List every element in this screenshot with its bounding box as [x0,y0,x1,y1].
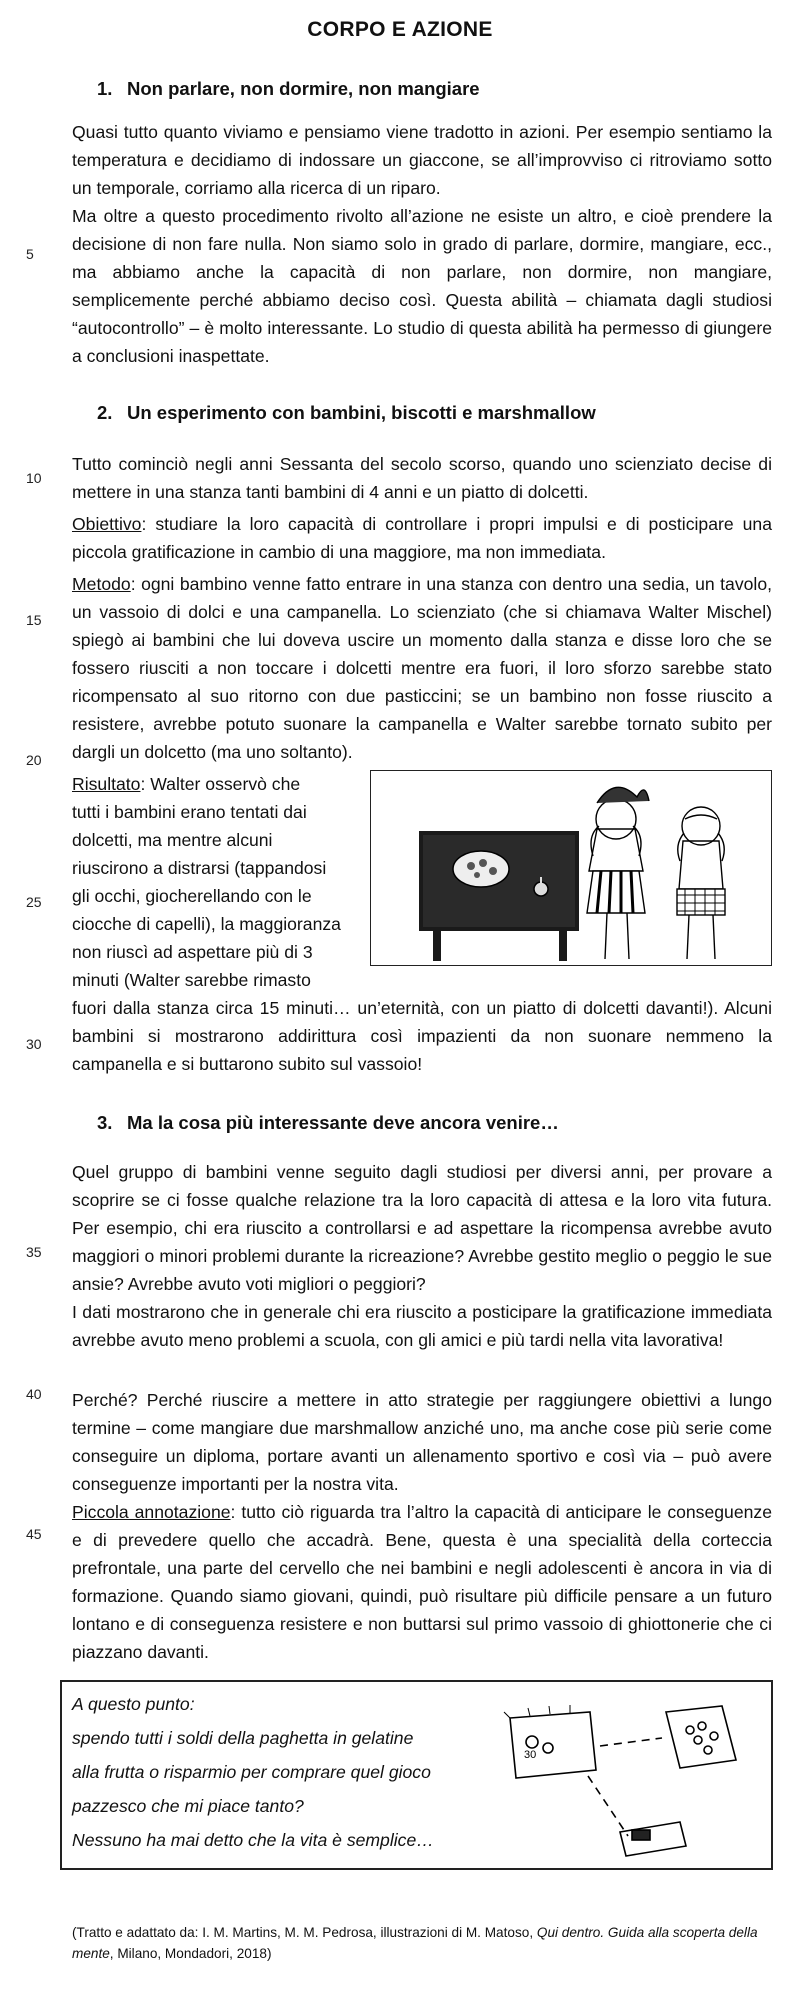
line-number: 15 [26,612,42,628]
result-line: : Walter osservò che [140,774,301,794]
section-2-result [72,770,357,994]
line-number: 40 [26,1386,42,1402]
line-number: 35 [26,1244,42,1260]
section-number: 3. [97,1112,113,1133]
section-title: Ma la cosa più interessante deve ancora venire… [127,1112,559,1133]
citation-text: (Tratto e adattato da: I. M. Martins, M. M. Pedrosa, illustrazioni di M. Matoso, [72,1925,537,1940]
result-line: gli occhi, giocherellando con le [72,886,312,906]
box-line: Nessuno ha mai detto che la vita è semplice… [72,1830,434,1850]
section-number: 2. [97,402,113,423]
result-line: riuscirono a distrarsi (tappandosi [72,858,327,878]
box-line: alla frutta o risparmio per comprare quel gioco [72,1762,431,1782]
section-2-method [72,570,772,766]
line-number: 30 [26,1036,42,1052]
wallet-choice-illustration [470,1690,760,1860]
method-text: : ogni bambino venne fatto entrare in una stanza con dentro una sedia, un tavolo, un vassoio di dolci e una campanella. Lo scienziato (che si chiamava Walter Mischel) spiegò ai bambini che lui doveva uscire un momento dalla stanza e disse loro che se fossero riusciti a non toccare i dolcetti mentre era fuori, il loro sforzo sarebbe stato ricompensato al suo ritorno con due pasticcini; se un bambino non fosse riuscito a resistere, avrebbe potuto suonare la campanella e Walter sarebbe tornato subito per dargli un dolcetto (ma uno soltanto). [72,574,772,762]
result-label: Risultato [72,774,141,794]
section-2-result-continued: fuori dalla stanza circa 15 minuti… un’eternità, con un piatto di dolcetti davanti!). Alcuni bambini si mostrarono addirittura così impazienti da non suonare nemmeno la campanella e si buttarono subito sul vassoio! [72,998,772,1074]
section-2-intro: Tutto cominciò negli anni Sessanta del secolo scorso, quando uno scienziato decise di mettere in una stanza tanti bambini di 4 anni e un piatto di dolcetti. [72,454,772,502]
section-1-paragraph-1: Quasi tutto quanto viviamo e pensiamo viene tradotto in azioni. Per esempio sentiamo la temperatura e decidiamo di indossare un giaccone, se all’improvviso ci ritroviamo sotto un temporale, corriamo alla ricerca di un riparo. [72,122,772,198]
svg-text:30: 30 [524,1749,537,1761]
section-title: Un esperimento con bambini, biscotti e marshmallow [127,402,596,423]
section-1-heading [97,78,480,100]
result-line: non riuscì ad aspettare più di 3 [72,942,313,962]
section-3-paragraph-3: Perché? Perché riuscire a mettere in atto strategie per raggiungere obiettivi a lungo termine – come mangiare due marshmallow anziché uno, ma anche cose più serie come conseguire un diploma, portare avanti un allenamento sportivo e così via – può avere conseguenze importanti per la nostra vita. [72,1390,772,1494]
line-number: 45 [26,1526,42,1542]
result-line: ciocche di capelli), la maggioranza [72,914,341,934]
note-label: Piccola annotazione [72,1502,231,1522]
objective-text: : studiare la loro capacità di controllare i propri impulsi e di posticipare una piccola gratificazione in cambio di una maggiore, ma non immediata. [72,514,772,562]
box-line: spendo tutti i soldi della paghetta in gelatine [72,1728,414,1748]
line-number: 5 [26,246,34,262]
result-line: dolcetti, ma mentre alcuni [72,830,273,850]
children-tray-drawing [371,771,770,964]
section-3-paragraph-2: I dati mostrarono che in generale chi era riuscito a posticipare la gratificazione immediata avrebbe avuto meno problemi a scuola, con gli amici e più tardi nella vita lavorativa! [72,1302,772,1350]
method-label: Metodo [72,574,131,594]
section-title: Non parlare, non dormire, non mangiare [127,78,480,99]
line-number: 25 [26,894,42,910]
section-number: 1. [97,78,113,99]
section-3-heading [97,1112,559,1134]
source-citation [72,1922,772,1964]
section-1-paragraph-2: Ma oltre a questo procedimento rivolto all’azione ne esiste un altro, e cioè prendere la decisione di non fare nulla. Non siamo solo in grado di parlare, dormire, mangiare, ecc., ma abbiamo anche la capacità di non parlare, non dormire, non mangiare, semplicemente perché abbiamo deciso così. Questa abilità – chiamata dagli studiosi “autocontrollo” – è molto interessante. Lo studio di questa abilità ha permesso di giungere a conclusioni inaspettate. [72,206,772,366]
note-text: : tutto ciò riguarda tra l’altro la capacità di anticipare le conseguenze e di prevedere quello che accadrà. Bene, questa è una specialità della corteccia prefrontale, una parte del cervello che nei bambini e negli adolescenti è ancora in via di formazione. Quando siamo giovani, quindi, può risultare più difficile pensare a un futuro lontano e di conseguenza resistere e non buttarsi sul primo vassoio di ghiottonerie che ci piazzano davanti. [72,1502,772,1662]
book-title: Qui dentro. Guida alla scoperta della mente [72,1925,758,1961]
children-tray-illustration [370,770,772,966]
box-line: pazzesco che mi piace tanto? [72,1796,304,1816]
section-3-note [72,1498,772,1666]
page-title: CORPO E AZIONE [307,18,493,41]
section-2-heading [97,402,596,424]
section-2-objective [72,510,772,566]
objective-label: Obiettivo [72,514,142,534]
section-3-paragraph-1: Quel gruppo di bambini venne seguito dagli studiosi per diversi anni, per provare a scoprire se ci fosse qualche relazione tra la loro capacità di attesa e la loro vita futura. Per esempio, chi era riuscito a controllarsi e ad aspettare la ricompensa avrebbe avuto maggiori o minori problemi durante la ricreazione? Avrebbe gestito meglio o peggio le sue ansie? Avrebbe avuto voti migliori o peggiori? [72,1162,772,1294]
line-number: 10 [26,470,42,486]
result-line: tutti i bambini erano tentati dai [72,802,307,822]
result-line: minuti (Walter sarebbe rimasto [72,970,311,990]
line-number: 20 [26,752,42,768]
citation-text: , Milano, Mondadori, 2018) [109,1946,272,1961]
box-line: A questo punto: [72,1694,195,1714]
